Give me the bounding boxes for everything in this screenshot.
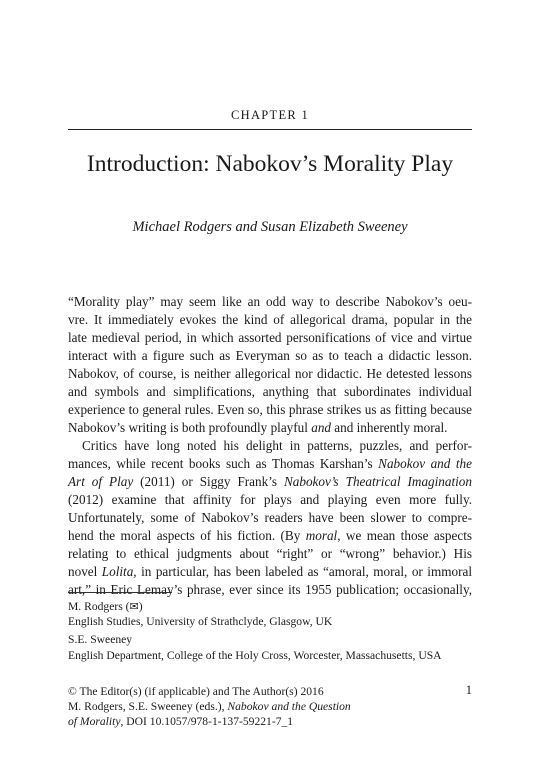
doi-text: , DOI 10.1057/978-1-137-59221-7_1 [120, 715, 294, 728]
footnote-rule [68, 592, 172, 593]
book-title: Nabokov and the Question [227, 700, 351, 713]
text-span: , we mean those aspects [337, 528, 473, 543]
book-title: Nabokov and the [378, 456, 472, 471]
copyright-line: © The Editor(s) (if applicable) and The Author(s) 2016 [68, 685, 324, 698]
text-line: “Morality play” may seem like an odd way to describe Nabokov’s oeu- [68, 294, 472, 309]
text-line: (2012) examine that affinity for plays and playing even more fully. [68, 492, 472, 507]
text-line: relating to ethical judgments about “right” or “wrong” behavior.) His [68, 546, 472, 561]
page-number: 1 [465, 683, 472, 697]
book-title: of Morality [68, 715, 121, 728]
text-line: art,” in Eric Lemay’s phrase, ever since its 1955 publication; occasionally, [68, 582, 472, 597]
author1-name-close: ) [138, 600, 143, 613]
text-span: Nabokov’s writing is both profoundly playful [68, 420, 312, 435]
text-span: novel [68, 564, 102, 579]
citation-line [68, 699, 351, 714]
text-span: , in particular, has been labeled as “amoral, moral, or immoral [133, 564, 472, 579]
text-span: hend the moral aspects of his fiction. (By [68, 528, 306, 543]
book-title: Art of Play [68, 474, 134, 489]
chapter-label: CHAPTER 1 [230, 108, 310, 122]
text-line [68, 419, 447, 437]
chapter-authors: Michael Rodgers and Susan Elizabeth Sweeney [132, 219, 408, 235]
text-line [68, 473, 472, 491]
text-line: Unfortunately, some of Nabokov’s readers have been slower to compre- [68, 510, 472, 525]
envelope-icon[interactable]: ✉ [129, 601, 139, 613]
citation-text: M. Rodgers, S.E. Sweeney (eds.), [68, 700, 228, 713]
author1-affiliation: English Studies, University of Strathclyde, Glasgow, UK [68, 615, 333, 628]
doi-line [68, 714, 293, 729]
author1-footnote [68, 599, 143, 615]
text-line: Nabokov, of course, is neither allegorical nor didactic. He detested lessons [68, 366, 472, 381]
author2-name: S.E. Sweeney [68, 633, 133, 646]
text-span: (2011) or Siggy Frank’s [133, 474, 284, 489]
text-line: experience to general rules. Even so, this phrase strikes us as fitting because [68, 402, 472, 417]
text-line: Critics have long noted his delight in patterns, puzzles, and perfor- [82, 438, 472, 453]
text-line [68, 527, 472, 545]
emphasis: and [311, 420, 331, 435]
emphasis: moral [305, 528, 338, 543]
chapter-rule [68, 129, 472, 130]
book-title: Lolita [101, 564, 134, 579]
text-span: and inherently moral. [331, 420, 448, 435]
text-line [68, 455, 472, 473]
text-span: mances, while recent books such as Thomas Karshan’s [68, 456, 379, 471]
text-line: and symbols and simplifications, anything that subordinates individual [68, 384, 472, 399]
author2-affiliation: English Department, College of the Holy Cross, Worcester, Massachusetts, USA [68, 649, 442, 662]
text-line [68, 563, 472, 581]
text-line: interact with a figure such as Everyman so as to teach a didactic lesson. [68, 348, 472, 363]
book-title: Nabokov’s Theatrical Imagination [283, 474, 472, 489]
text-line: late medieval period, in which assorted personifications of vice and virtue [68, 330, 472, 345]
chapter-title: Introduction: Nabokov’s Morality Play [86, 151, 454, 177]
author1-name: M. Rodgers ( [68, 600, 130, 613]
text-line: vre. It immediately evokes the kind of allegorical drama, popular in the [68, 312, 472, 327]
